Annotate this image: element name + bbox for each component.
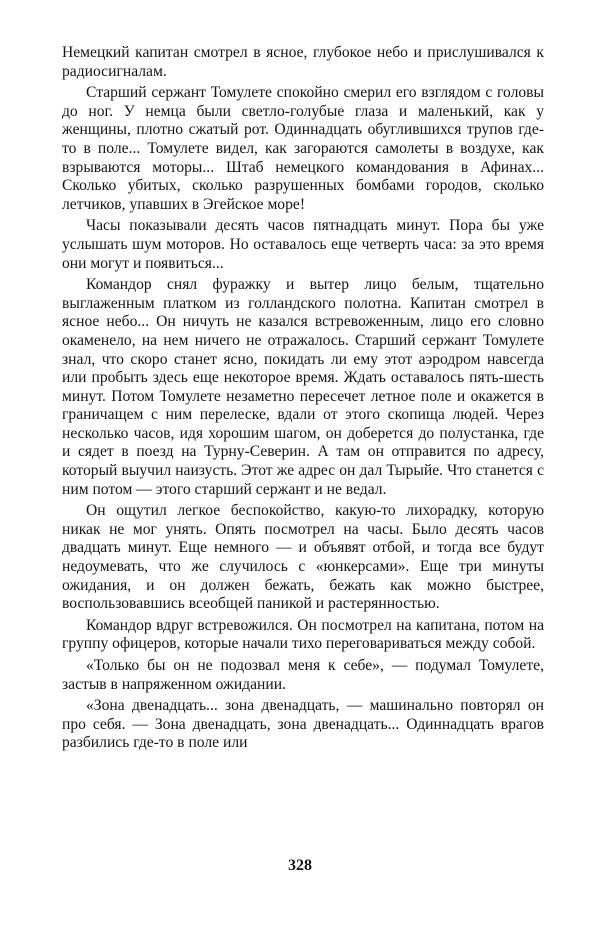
paragraph-7: «Только бы он не подозвал меня к себе», — подумал Томулете, застыв в напряженном ожидании.	[62, 657, 544, 693]
paragraph-2: Старший сержант Томулете спокойно смерил его взглядом с головы до ног. У немца были светло-голубые глаза и маленький, как у женщины, плотно сжатый рот. Одиннадцать обуглившихся трупов где-то в поле... Томулете видел, как загораются самолеты в воздухе, как взрываются моторы... Штаб немецкого командования в Афинах... Сколько убитых, сколько разрушенных бомбами городов, сколько летчиков, упавших в Эгейское море!	[62, 84, 544, 213]
book-page-text	[62, 44, 544, 756]
paragraph-4: Командор снял фуражку и вытер лицо белым, тщательно выглаженным платком из голландского полотна. Капитан смотрел в ясное небо... Он ничуть не казался встревоженным, лицо его словно окаменело, на нем ничего не отражалось. Старший сержант Томулете знал, что скоро станет ясно, покидать ли ему этот аэродром навсегда или пробыть здесь еще некоторое время. Ждать оставалось пять-шесть минут. Потом Томулете незаметно пересечет летное поле и окажется в граничащем с ним перелеске, вдали от этого скопища людей. Через несколько часов, идя хорошим шагом, он доберется до полустанка, где и сядет в поезд на Турну-Северин. А там он отправится по адресу, который выучил наизусть. Этот же адрес он дал Тырыйе. Что станется с ним потом — этого старший сержант и не ведал.	[62, 276, 544, 498]
paragraph-3: Часы показывали десять часов пятнадцать минут. Пора бы уже услышать шум моторов. Но оставалось еще четверть часа: за это время они могут и появиться...	[62, 217, 544, 272]
paragraph-8: «Зона двенадцать... зона двенадцать, — машинально повторял он про себя. — Зона двенадцать, зона двенадцать... Одиннадцать врагов разбились где-то в поле или	[62, 697, 544, 752]
paragraph-6: Командор вдруг встревожился. Он посмотрел на капитана, потом на группу офицеров, которые начали тихо переговариваться между собой.	[62, 616, 544, 653]
paragraph-1: Немецкий капитан смотрел в ясное, глубокое небо и прислушивался к радиосигналам.	[62, 44, 544, 80]
paragraph-5: Он ощутил легкое беспокойство, какую-то лихорадку, которую никак не мог унять. Опять посмотрел на часы. Было десять часов двадцать минут. Еще немного — и объявят отбой, и тогда все будут недоумевать, что же случилось с «юнкерсами». Еще три минуты ожидания, и он должен бежать, бежать как можно быстрее, воспользовавшись всеобщей паникой и растерянностью.	[62, 502, 544, 613]
page-number: 328	[288, 857, 312, 874]
